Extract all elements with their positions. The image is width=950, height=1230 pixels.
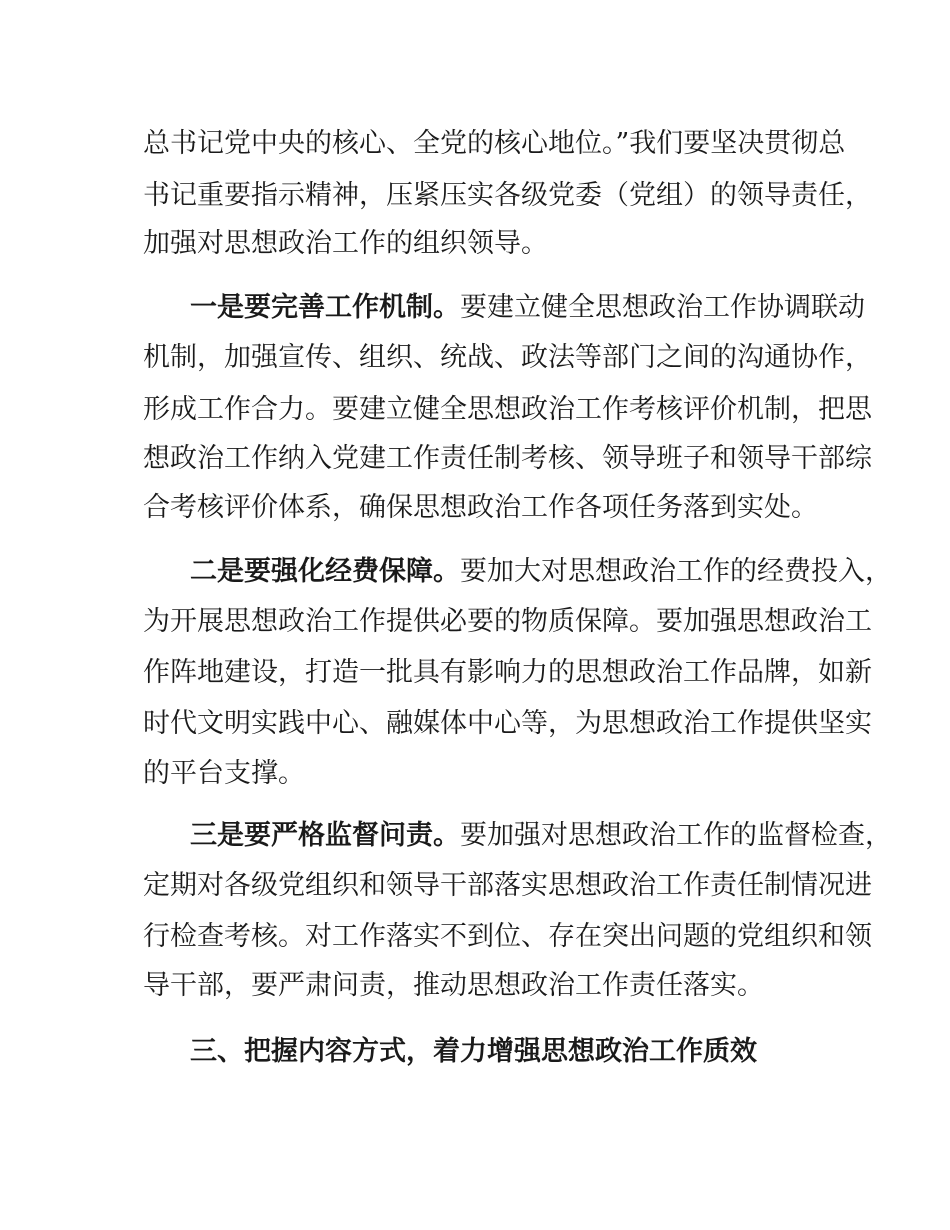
- paragraph-line: 加强对思想政治工作的组织领导。: [143, 228, 548, 259]
- paragraph-line: 的平台支撑。: [143, 758, 305, 789]
- paragraph-line: 机制，加强宣传、组织、统战、政法等部门之间的沟通协作，: [143, 342, 872, 373]
- paragraph-line: 想政治工作纳入党建工作责任制考核、领导班子和领导干部综: [143, 443, 872, 474]
- paragraph-line: 书记重要指示精神，压紧压实各级党委（党组）的领导责任，: [143, 180, 872, 211]
- paragraph-line: 时代文明实践中心、融媒体中心等，为思想政治工作提供坚实: [143, 708, 872, 739]
- paragraph-line: 行检查考核。对工作落实不到位、存在突出问题的党组织和领: [143, 921, 872, 952]
- paragraph-line: 总书记党中央的核心、全党的核心地位。”我们要坚决贯彻总: [143, 128, 846, 159]
- paragraph-first-line: [190, 818, 892, 854]
- paragraph-first-line: [190, 554, 892, 590]
- paragraph-text: 要加大对思想政治工作的经费投入，: [460, 556, 892, 587]
- paragraph-text: 要加强对思想政治工作的监督检查，: [460, 820, 892, 851]
- paragraph-lead: 二是要强化经费保障。: [190, 556, 460, 587]
- paragraph-line: 为开展思想政治工作提供必要的物质保障。要加强思想政治工: [143, 606, 872, 637]
- paragraph-line: 形成工作合力。要建立健全思想政治工作考核评价机制，把思: [143, 394, 872, 425]
- paragraph-lead: 三是要严格监督问责。: [190, 820, 460, 851]
- section-heading: 三、把握内容方式，着力增强思想政治工作质效: [190, 1036, 757, 1067]
- paragraph-text: 要建立健全思想政治工作协调联动: [460, 292, 865, 323]
- paragraph-line: 定期对各级党组织和领导干部落实思想政治工作责任制情况进: [143, 870, 872, 901]
- paragraph-lead: 一是要完善工作机制。: [190, 292, 460, 323]
- paragraph-first-line: [190, 290, 865, 326]
- paragraph-line: 作阵地建设，打造一批具有影响力的思想政治工作品牌，如新: [143, 657, 872, 688]
- paragraph-line: 导干部，要严肃问责，推动思想政治工作责任落实。: [143, 970, 764, 1001]
- paragraph-line: 合考核评价体系，确保思想政治工作各项任务落到实处。: [143, 492, 818, 523]
